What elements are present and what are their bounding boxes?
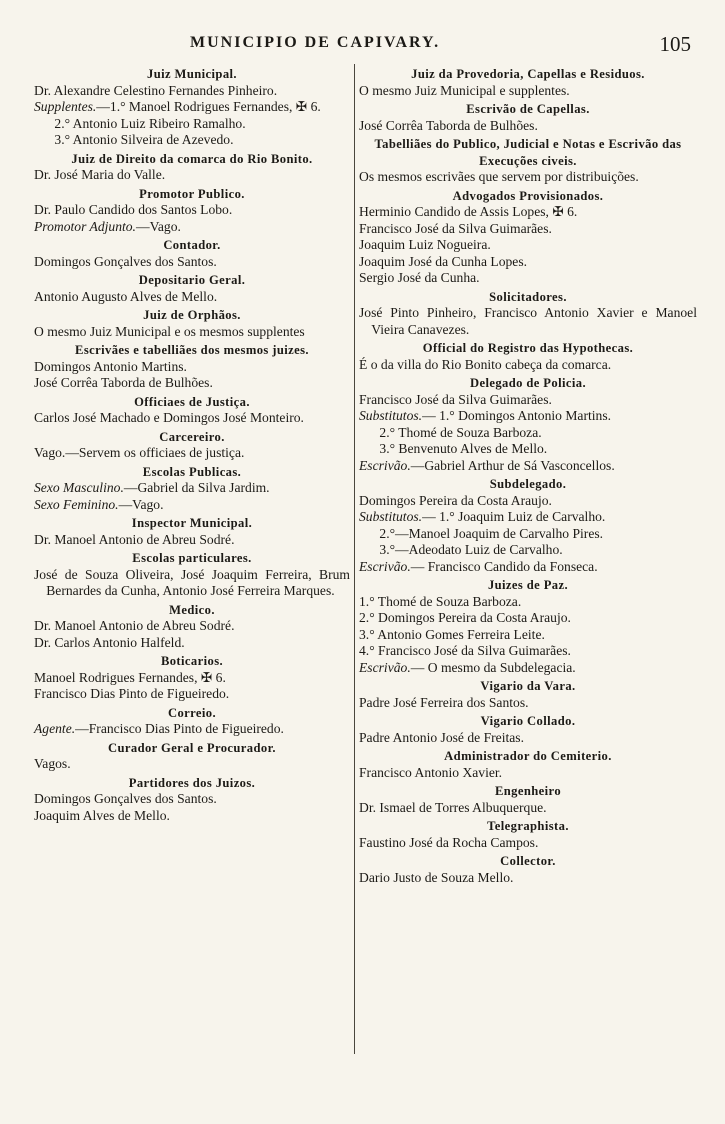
entry-text: Vagos.	[34, 756, 71, 771]
entry-text: 1.° Thomé de Souza Barboza.	[359, 593, 522, 609]
list-entry	[359, 695, 697, 712]
section-heading: Escolas Publicas.	[142, 464, 242, 479]
list-entry	[34, 480, 350, 497]
entry-text: — 1.° Joaquim Luiz de Carvalho.	[422, 509, 606, 524]
list-entry	[359, 305, 697, 338]
list-entry	[359, 730, 697, 747]
list-entry	[34, 635, 350, 652]
page-header	[0, 34, 725, 60]
section-heading: Medico.	[169, 602, 215, 617]
running-title: MUNICIPIO DE CAPIVARY.	[190, 34, 441, 51]
list-entry	[34, 219, 350, 236]
list-entry	[359, 408, 697, 425]
section-heading: Juizes de Paz.	[487, 578, 569, 592]
list-entry	[34, 567, 350, 600]
entry-text: Dr. Paulo Candido dos Santos Lobo.	[34, 202, 233, 217]
entry-text: 2.° Antonio Luiz Ribeiro Ramalho.	[54, 115, 246, 131]
section-heading: Subdelegado.	[489, 477, 567, 491]
section-heading: Escolas particulares.	[132, 551, 252, 565]
section-heading: Curador Geral e Procurador.	[108, 740, 276, 755]
list-entry	[34, 167, 350, 184]
section-heading: Administrador do Cemiterio.	[444, 749, 612, 763]
list-entry	[34, 202, 350, 219]
section-heading: Inspector Municipal.	[131, 516, 253, 530]
list-entry	[34, 618, 350, 635]
substitute-entry	[359, 441, 697, 458]
list-entry	[34, 686, 350, 703]
list-entry	[359, 509, 697, 526]
list-entry	[359, 493, 697, 510]
section-heading: Correio.	[167, 705, 217, 720]
list-entry	[359, 594, 697, 611]
entry-text: Carlos José Machado e Domingos José Monteiro.	[34, 410, 304, 425]
list-entry	[34, 791, 350, 808]
entry-text: Dr. Manoel Antonio de Abreu Sodré.	[34, 531, 235, 547]
section-heading: Advogados Provisionados.	[452, 188, 604, 203]
section-heading: Collector.	[500, 854, 556, 868]
list-entry	[34, 532, 350, 549]
list-entry	[34, 289, 350, 306]
entry-text: Dr. Carlos Antonio Halfeld.	[34, 634, 185, 650]
entry-text: 2.° Thomé de Souza Barboza.	[379, 424, 542, 440]
entry-text: 3.° Antonio Gomes Ferreira Leite.	[359, 626, 545, 642]
entry-text: O mesmo Juiz Municipal e supplentes.	[359, 82, 570, 98]
list-entry	[359, 270, 697, 287]
entry-text: O mesmo Juiz Municipal e os mesmos supplentes	[34, 323, 305, 339]
entry-text: Dr. Manoel Antonio de Abreu Sodré.	[34, 618, 235, 633]
section-heading: Engenheiro	[494, 784, 562, 798]
entry-text: Joaquim Luiz Nogueira.	[359, 237, 491, 252]
section-heading: Solicitadores.	[489, 289, 567, 304]
list-entry	[359, 392, 697, 409]
entry-label: Escrivão.	[359, 457, 411, 473]
section-heading: Partidores dos Juizos.	[128, 775, 256, 790]
entry-text: Dr. Alexandre Celestino Fernandes Pinheiro.	[34, 82, 278, 98]
list-entry	[359, 118, 697, 135]
entry-label: Sexo Masculino.	[34, 480, 124, 495]
entry-text: Joaquim José da Cunha Lopes.	[359, 253, 528, 269]
list-entry	[34, 410, 350, 427]
section-heading: Officiaes de Justiça.	[134, 394, 250, 409]
entry-label: Escrivão.	[359, 659, 411, 675]
list-entry	[34, 670, 350, 687]
entry-text: Domingos Pereira da Costa Araujo.	[359, 492, 552, 508]
entry-text: Dr. José Maria do Valle.	[34, 167, 166, 182]
list-entry	[34, 254, 350, 271]
section-heading: Juiz de Direito da comarca do Rio Bonito.	[71, 151, 313, 166]
entry-label: Substitutos.	[359, 509, 423, 524]
entry-text: É o da villa do Rio Bonito cabeça da comarca.	[359, 356, 612, 372]
entry-text: Domingos Antonio Martins.	[34, 358, 187, 374]
list-entry	[359, 357, 697, 374]
list-entry	[359, 559, 697, 576]
entry-text: Antonio Augusto Alves de Mello.	[34, 288, 218, 304]
substitute-entry	[359, 425, 697, 442]
list-entry	[359, 610, 697, 627]
entry-text: —1.° Manoel Rodrigues Fernandes, ✠ 6.	[96, 99, 321, 114]
list-entry	[34, 359, 350, 376]
entry-text: Padre Antonio José de Freitas.	[359, 729, 524, 745]
entry-text: Faustino José da Rocha Campos.	[359, 834, 539, 850]
list-entry	[34, 83, 350, 100]
entry-text: Domingos Gonçalves dos Santos.	[34, 791, 217, 806]
section-heading: Vigario da Vara.	[480, 679, 576, 693]
entry-text: José Pinto Pinheiro, Francisco Antonio Xavier e Manoel Vieira Canavezes.	[359, 305, 697, 337]
entry-text: —Francisco Dias Pinto de Figueiredo.	[75, 721, 284, 736]
entry-text: — 1.° Domingos Antonio Martins.	[422, 408, 612, 423]
list-entry	[34, 375, 350, 392]
entry-text: 2.°—Manoel Joaquim de Carvalho Pires.	[379, 525, 604, 541]
entry-text: Manoel Rodrigues Fernandes, ✠ 6.	[34, 669, 226, 685]
entry-label: Supplentes.	[34, 99, 97, 114]
section-heading: Delegado de Policia.	[469, 376, 587, 390]
section-heading: Promotor Publico.	[139, 186, 245, 201]
entry-text: — O mesmo da Subdelegacia.	[410, 659, 576, 675]
list-entry	[34, 324, 350, 341]
list-entry	[359, 660, 697, 677]
substitute-entry	[359, 542, 697, 559]
list-entry	[359, 83, 697, 100]
section-heading: Escrivão de Capellas.	[466, 102, 590, 116]
entry-text: —Vago.	[135, 218, 181, 234]
list-entry	[34, 497, 350, 514]
list-entry	[359, 800, 697, 817]
entry-label: Sexo Feminino.	[34, 496, 119, 512]
list-entry	[359, 221, 697, 238]
entry-text: 3.°—Adeodato Luiz de Carvalho.	[379, 542, 563, 557]
entry-text: Padre José Ferreira dos Santos.	[359, 694, 529, 710]
entry-text: José de Souza Oliveira, José Joaquim Ferreira, Brum Bernardes da Cunha, Antonio José Ferreira Marques.	[34, 566, 350, 598]
entry-text: —Gabriel da Silva Jardim.	[123, 480, 270, 495]
section-heading: Boticarios.	[160, 654, 224, 668]
entry-text: Dr. Ismael de Torres Albuquerque.	[359, 799, 547, 815]
list-entry	[34, 99, 350, 116]
section-heading: Escrivães e tabelliães dos mesmos juizes.	[75, 343, 309, 357]
list-entry	[359, 204, 697, 221]
entry-text: 3.° Benvenuto Alves de Mello.	[379, 441, 548, 456]
substitute-entry	[359, 526, 697, 543]
section-heading: Juiz de Orphãos.	[143, 308, 241, 322]
list-entry	[34, 721, 350, 738]
section-heading: Telegraphista.	[487, 819, 569, 833]
entry-text: Joaquim Alves de Mello.	[34, 807, 170, 823]
substitute-entry	[34, 132, 350, 149]
right-column	[354, 64, 697, 1054]
entry-text: Sergio José da Cunha.	[359, 270, 480, 285]
section-heading: Juiz Municipal.	[147, 67, 237, 81]
substitute-entry	[34, 116, 350, 133]
section-heading: Depositario Geral.	[138, 273, 246, 287]
left-column	[34, 64, 350, 824]
entry-label: Promotor Adjunto.	[34, 218, 136, 234]
entry-text: Domingos Gonçalves dos Santos.	[34, 253, 217, 269]
entry-text: Herminio Candido de Assis Lopes, ✠ 6.	[359, 204, 578, 219]
section-heading: Vigario Collado.	[480, 714, 576, 728]
section-heading: Contador.	[163, 238, 221, 252]
list-entry	[34, 445, 350, 462]
entry-label: Escrivão.	[359, 558, 411, 574]
list-entry	[359, 458, 697, 475]
entry-text: 3.° Antonio Silveira de Azevedo.	[54, 132, 234, 147]
list-entry	[34, 808, 350, 825]
entry-text: José Corrêa Taborda de Bulhões.	[34, 375, 213, 390]
list-entry	[359, 870, 697, 887]
list-entry	[34, 756, 350, 773]
entry-label: Agente.	[34, 721, 76, 736]
entry-text: Vago.—Servem os officiaes de justiça.	[34, 445, 245, 460]
list-entry	[359, 169, 697, 186]
entry-text: José Corrêa Taborda de Bulhões.	[359, 117, 538, 133]
section-heading: Carcereiro.	[159, 429, 225, 444]
section-heading: Juiz da Provedoria, Capellas e Residuos.	[411, 67, 645, 81]
section-heading: Tabelliães do Publico, Judicial e Notas e Escrivão das Execuções civeis.	[374, 137, 682, 168]
entry-text: Francisco Antonio Xavier.	[359, 764, 503, 780]
list-entry	[359, 643, 697, 660]
list-entry	[359, 254, 697, 271]
entry-text: Dario Justo de Souza Mello.	[359, 869, 514, 885]
entry-text: 2.° Domingos Pereira da Costa Araujo.	[359, 610, 571, 625]
list-entry	[359, 765, 697, 782]
entry-text: —Gabriel Arthur de Sá Vasconcellos.	[410, 457, 615, 473]
entry-text: 4.° Francisco José da Silva Guimarães.	[359, 643, 571, 658]
entry-text: Francisco José da Silva Guimarães.	[359, 391, 552, 407]
list-entry	[359, 237, 697, 254]
entry-text: Francisco Dias Pinto de Figueiredo.	[34, 686, 230, 701]
page-number: 105	[659, 32, 691, 56]
entry-text: — Francisco Candido da Fonseca.	[410, 558, 598, 574]
list-entry	[359, 627, 697, 644]
list-entry	[359, 835, 697, 852]
entry-label: Substitutos.	[359, 408, 423, 423]
entry-text: Francisco José da Silva Guimarães.	[359, 220, 552, 236]
entry-text: Os mesmos escrivães que servem por distribuições.	[359, 169, 639, 184]
section-heading: Official do Registro das Hypothecas.	[422, 341, 634, 355]
entry-text: —Vago.	[118, 496, 164, 512]
